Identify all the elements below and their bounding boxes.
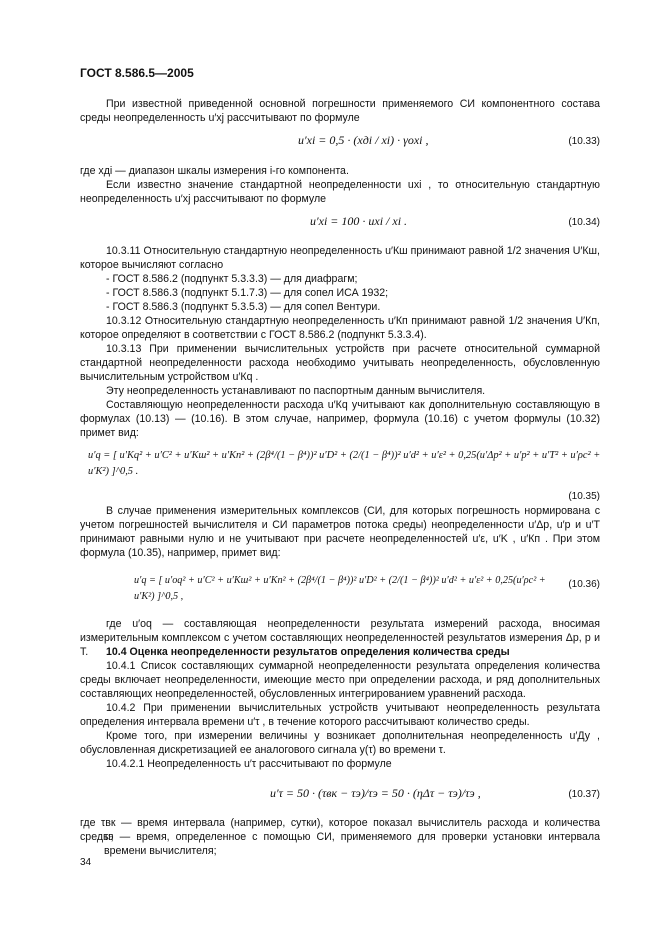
paragraph-10-4-2: 10.4.2 При применении вычислительных устройств учитывают неопределенность результата определения интервала времени u′τ , в течение которого рассчитывают количество среды. bbox=[80, 702, 600, 728]
paragraph-1: При известной приведенной основной погрешности применяемого СИ компонентного состава среды неопределенность u′xj рассчитывают по формуле bbox=[80, 98, 600, 124]
paragraph-10-3-13: 10.3.13 При применении вычислительных устройств при расчете относительной суммарной стандартной неопределенности расхода необходимо учитывать неопределенность, обусловленную вычислительным устройством u′Кq . bbox=[80, 343, 600, 383]
equation-number-10-34: (10.34) bbox=[568, 217, 600, 228]
page-number: 34 bbox=[80, 857, 92, 868]
paragraph-9: В случае применения измерительных комплексов (СИ, для которых погрешность нормирована с учетом погрешностей вычислителя и СИ параметров потока среды) неопределенности u′Δp, u′p и u′T принимают равными нулю и не учитывают при расчете неопределенностей u′ε, u′K , u′Кп . При этом формула (10.35), например, примет вид: bbox=[80, 505, 600, 559]
formula-10-36: u′q = [ u′oq² + u′C² + u′Кш² + u′Кп² + (2β⁴/(1 − β⁴))² u′D² + (2/(1 − β⁴))² u′d² + u′ε² + 0,25(u′ρc² + u′K²) ]^0,5 , bbox=[134, 575, 546, 602]
list-item: - ГОСТ 8.586.3 (подпункт 5.1.7.3) — для сопел ИСА 1932; bbox=[106, 287, 389, 299]
paragraph-10-4-2-1: 10.4.2.1 Неопределенность u′τ рассчитывают по формуле bbox=[106, 758, 392, 770]
definition-tau-e: τэ — время, определенное с помощью СИ, применяемого для проверки установки интервала времени вычислителя; bbox=[104, 831, 600, 857]
paragraph-7: Эту неопределенность устанавливают по паспортным данным вычислителя. bbox=[106, 385, 486, 397]
formula-10-33: u′xi = 0,5 · (xдi / xi) · γoxi , bbox=[298, 133, 429, 147]
list-item: - ГОСТ 8.586.3 (подпункт 5.3.5.3) — для сопел Вентури. bbox=[106, 301, 381, 313]
paragraph-2: где xдi — диапазон шкалы измерения i-го компонента. bbox=[80, 165, 349, 177]
paragraph-10-3-12: 10.3.12 Относительную стандартную неопределенность u′Кп принимают равной 1/2 значения U′Кп, которое определяют в соответствии с ГОСТ 8.586.2 (подпункт 5.3.3.4). bbox=[80, 315, 600, 341]
paragraph-10-3-11: 10.3.11 Относительную стандартную неопределенность u′Кш принимают равной 1/2 значения U′Кш, которое вычисляют согласно bbox=[80, 245, 600, 271]
paragraph-13: Кроме того, при измерении величины y возникает дополнительная неопределенность u′Ду , обусловленная дискретизацией ее аналогового сигнала y(τ) во времени τ. bbox=[80, 730, 600, 756]
equation-number-10-35: (10.35) bbox=[568, 491, 600, 502]
paragraph-10-4-1: 10.4.1 Список составляющих суммарной неопределенности результата определения количества среды включает неопределенности, имеющие место при определении расхода, и ряд дополнительных составляющих неопределенностей, обусловленных интегрированием уравнений расхода. bbox=[80, 660, 600, 700]
paragraph-10: где u′oq — составляющая неопределенности результата измерений расхода, вносимая измерительным комплексом с учетом составляющих неопределенностей результатов измерения Δp, p и T. bbox=[80, 618, 600, 658]
definition-tau-vk: где τвк — время интервала (например, сутки), которое показал вычислитель расхода и количества среды; bbox=[80, 817, 600, 843]
list-item: - ГОСТ 8.586.2 (подпункт 5.3.3.3) — для диафрагм; bbox=[106, 273, 358, 285]
equation-number-10-33: (10.33) bbox=[568, 136, 600, 147]
formula-10-37: u′τ = 50 · (τвк − τэ)/τэ = 50 · (ηΔτ − τэ)/τэ , bbox=[270, 786, 481, 800]
paragraph-8: Составляющую неопределенности расхода u′Кq учитывают как дополнительную составляющую в формулах (10.13) — (10.16). В этом случае, например, формула (10.16) с учетом формулы (10.32) примет вид: bbox=[80, 399, 600, 439]
page-header: ГОСТ 8.586.5—2005 bbox=[80, 66, 194, 80]
equation-number-10-37: (10.37) bbox=[568, 789, 600, 800]
formula-10-35: u′q = [ u′Кq² + u′C² + u′Кш² + u′Кп² + (2β⁴/(1 − β⁴))² u′D² + (2/(1 − β⁴))² u′d² + u′ε² + 0,25(u′Δp² + u′p² + u′T² + u′ρc² + u′K²) ]^0,5 . bbox=[88, 450, 601, 477]
section-heading-10-4: 10.4 Оценка неопределенности результатов определения количества среды bbox=[106, 646, 510, 658]
paragraph-3: Если известно значение стандартной неопределенности uxi , то относительную стандартную неопределенность u′xj рассчитывают по формуле bbox=[80, 179, 600, 205]
formula-10-34: u′xi = 100 · uxi / xi . bbox=[310, 214, 408, 228]
equation-number-10-36: (10.36) bbox=[568, 579, 600, 590]
